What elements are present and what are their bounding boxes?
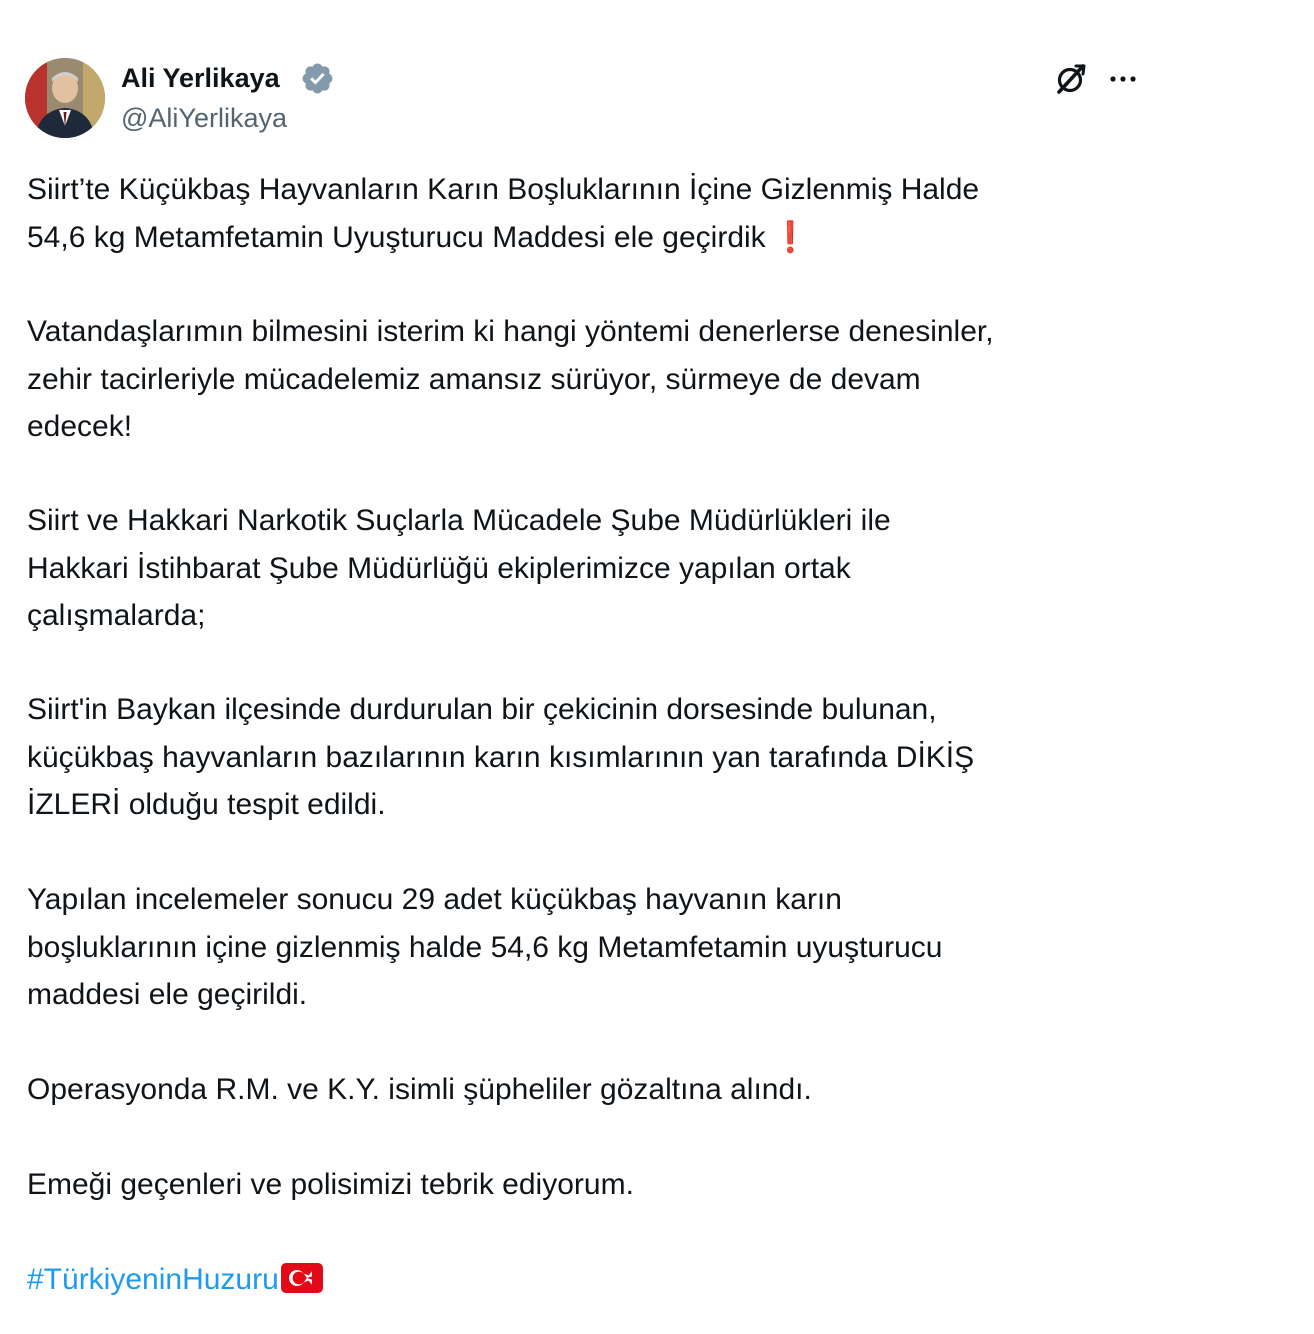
tweet-line: Hakkari İstihbarat Şube Müdürlüğü ekiplerimizce yapılan ortak — [27, 551, 851, 585]
avatar-image — [25, 58, 105, 138]
tweet-line: Siirt ve Hakkari Narkotik Suçlarla Mücadele Şube Müdürlükleri ile — [27, 504, 891, 537]
tweet-paragraph — [27, 686, 974, 829]
author-name[interactable]: Ali Yerlikaya — [121, 63, 280, 93]
hashtag-line — [27, 1256, 323, 1304]
tweet-line: Vatandaşlarımın bilmesini isterim ki hangi yöntemi denerlerse denesinler, — [27, 315, 994, 348]
tweet-line: zehir tacirleriyle mücadelemiz amansız sürüyor, sürmeye de devam — [27, 362, 921, 396]
tweet-line: küçükbaş hayvanların bazılarının karın kısımlarının yan tarafında DİKİŞ — [27, 740, 975, 774]
tweet-paragraph — [27, 497, 891, 640]
tweet-paragraph — [27, 876, 942, 1019]
tweet-line-text: 54,6 kg Metamfetamin Uyuşturucu Maddesi ele geçirdik — [27, 220, 766, 254]
author-avatar[interactable] — [25, 58, 105, 138]
tweet-line: Siirt’te Küçükbaş Hayvanların Karın Boşluklarının İçine Gizlenmiş Halde — [27, 173, 980, 206]
exclamation-emoji: ❗ — [771, 220, 810, 254]
tweet-line: Yapılan incelemeler sonucu 29 adet küçükbaş hayvanın karın — [27, 883, 842, 916]
tweet-line: Operasyonda R.M. ve K.Y. isimli şüpheliler gözaltına alındı. — [27, 1073, 812, 1106]
tweet-line — [27, 214, 979, 262]
turkey-flag-icon — [281, 1263, 323, 1293]
tweet-line: edecek! — [27, 410, 133, 443]
tweet-paragraph — [27, 308, 994, 451]
tweet-line: Siirt'in Baykan ilçesinde durdurulan bir çekicinin dorsesinde bulunan, — [27, 693, 937, 726]
grok-icon[interactable] — [1052, 60, 1090, 98]
author-handle[interactable]: @AliYerlikaya — [121, 103, 287, 133]
tweet-line: maddesi ele geçirildi. — [27, 978, 308, 1011]
tweet-paragraph — [27, 1066, 812, 1114]
tweet-line: boşluklarının içine gizlenmiş halde 54,6 kg Metamfetamin uyuşturucu — [27, 930, 943, 964]
tweet-paragraph — [27, 166, 979, 261]
verified-badge-icon — [300, 61, 335, 96]
tweet-line: İZLERİ olduğu tespit edildi. — [27, 788, 386, 821]
tweet-paragraph — [27, 1161, 634, 1209]
tweet-line: Emeği geçenleri ve polisimizi tebrik ediyorum. — [27, 1168, 634, 1201]
tweet-line: çalışmalarda; — [27, 599, 206, 632]
hashtag-link[interactable]: #TürkiyeninHuzuru — [27, 1263, 279, 1296]
more-options-icon[interactable] — [1106, 62, 1140, 96]
